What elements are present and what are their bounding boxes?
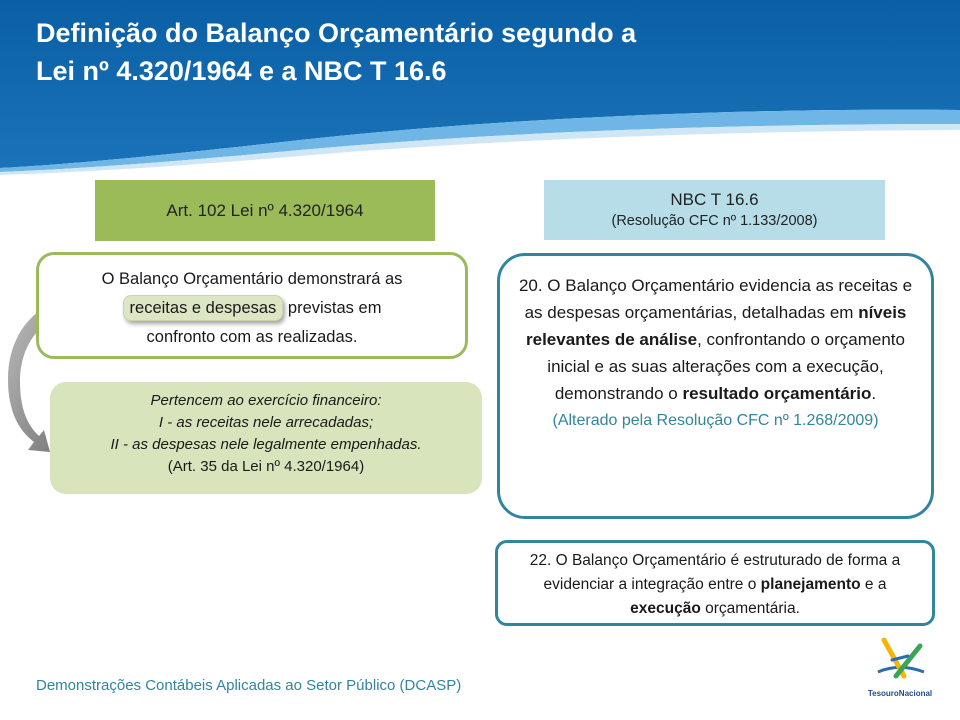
logo-text: TesouroNacional xyxy=(867,689,933,698)
balanco-text-2: previstas em xyxy=(287,299,382,317)
niveis-relevantes-bold: níveis relevantes de análise xyxy=(526,303,907,349)
item-22-text-1: 22. O Balanço Orçamentário é estruturado de forma a evidenciar a integração entre o xyxy=(529,552,901,593)
execucao-bold: execução xyxy=(630,600,701,617)
balanco-text-3: confronto com as realizadas. xyxy=(146,328,358,346)
page-title xyxy=(36,14,636,90)
item-20-text-1: 20. O Balanço Orçamentário evidencia as receitas e as despesas orçamentárias, detalhadas em xyxy=(518,276,913,322)
item-22-text-2: e a xyxy=(864,576,887,593)
pertencem-line-3: II - as despesas nele legalmente empenhadas. xyxy=(110,436,422,453)
footer-text: Demonstrações Contábeis Aplicadas ao Setor Público (DCASP) xyxy=(36,677,462,694)
planejamento-bold: planejamento xyxy=(760,576,861,593)
balanco-definition-box xyxy=(36,252,468,359)
tesouro-nacional-logo xyxy=(862,636,938,700)
item-22-text-3: orçamentária. xyxy=(705,600,800,617)
exercicio-financeiro-box xyxy=(50,382,482,494)
header-banner xyxy=(0,0,960,175)
nbc-label-main: NBC T 16.6 xyxy=(670,190,759,209)
nbc-label-sub: (Resolução CFC nº 1.133/2008) xyxy=(611,213,818,229)
art-35-reference: (Art. 35 da Lei nº 4.320/1964) xyxy=(167,458,365,475)
item-22-box xyxy=(495,540,935,626)
alteracao-note: (Alterado pela Resolução CFC nº 1.268/2009) xyxy=(552,412,879,429)
nbc-label xyxy=(544,180,885,240)
item-20-text-3: . xyxy=(871,384,877,403)
pertencem-line-1: Pertencem ao exercício financeiro: xyxy=(150,392,382,409)
item-20-box xyxy=(497,253,934,519)
pertencem-line-2: I - as receitas nele arrecadadas; xyxy=(158,414,374,431)
balanco-text-1: O Balanço Orçamentário demonstrará as xyxy=(101,270,403,288)
title-line-2: Lei nº 4.320/1964 e a NBC T 16.6 xyxy=(36,56,447,86)
receitas-despesas-highlight: receitas e despesas xyxy=(123,295,284,321)
resultado-orcamentario-bold: resultado orçamentário xyxy=(682,384,872,403)
title-line-1: Definição do Balanço Orçamentário segundo a xyxy=(36,18,637,48)
art-102-label-text: Art. 102 Lei nº 4.320/1964 xyxy=(166,200,364,220)
item-20-text-2: , confrontando o orçamento inicial e as suas alterações com a execução, demonstrando o xyxy=(547,330,905,403)
art-102-label xyxy=(95,180,435,241)
